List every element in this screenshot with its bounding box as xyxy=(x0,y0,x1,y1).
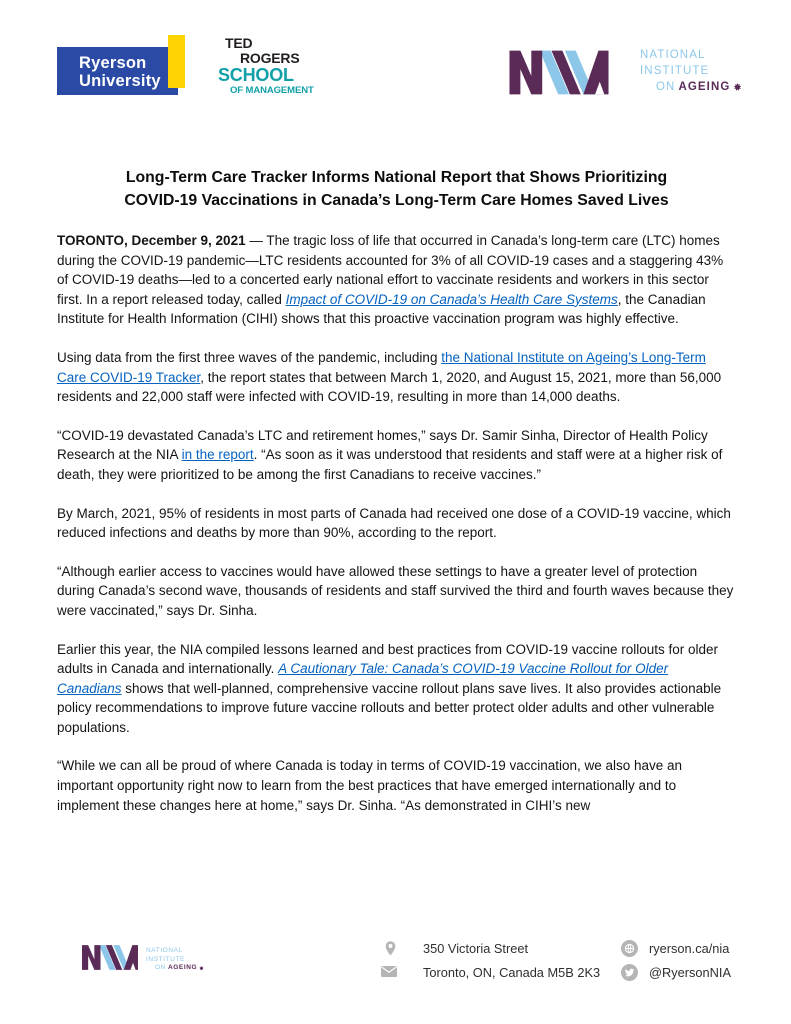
footer-nia-line2: INSTITUTE xyxy=(146,955,185,963)
title-line2: COVID-19 Vaccinations in Canada’s Long-Term Care Homes Saved Lives xyxy=(124,192,669,210)
inline-link[interactable]: in the report xyxy=(181,447,254,463)
text-run: “Although earlier access to vaccines would have allowed these settings to have a greater level of protection during Canada’s second wave, thousands of residents and staff survived the third and fourth waves because they were vaccinated,” says Dr. Sinha. xyxy=(57,563,734,618)
nia-logo-on: ON xyxy=(656,81,676,93)
footer-twitter-handle: @RyersonNIA xyxy=(649,965,731,980)
paragraph xyxy=(57,640,736,738)
location-pin-icon xyxy=(384,940,397,957)
text-run: TORONTO, December 9, 2021 xyxy=(57,233,246,248)
text-run: By March, 2021, 95% of residents in most parts of Canada had received one dose of a COVID-19 vaccine, which reduced infections and deaths by more than 90%, according to the report. xyxy=(57,505,731,541)
twitter-icon xyxy=(621,964,638,981)
maple-leaf-icon xyxy=(733,83,742,92)
paragraph xyxy=(57,426,736,485)
inline-link[interactable]: the National Institute on Ageing’s Long-Term Care COVID-19 Tracker xyxy=(57,349,706,385)
ted-rogers-school-logo xyxy=(218,36,338,96)
paragraph xyxy=(57,231,736,329)
footer-address-line2: Toronto, ON, Canada M5B 2K3 xyxy=(423,965,601,980)
text-run: , the Canadian Institute for Health Information (CIHI) shows that this proactive vaccination program was highly effective. xyxy=(57,291,706,327)
article-body xyxy=(57,231,736,834)
footer-nia-monogram-icon xyxy=(82,944,138,971)
footer-website: ryerson.ca/nia xyxy=(649,941,730,956)
nia-logo-line2: INSTITUTE xyxy=(640,65,710,77)
envelope-icon xyxy=(381,966,397,977)
text-run: shows that well-planned, comprehensive vaccine rollout plans save lives. It also provides actionable policy recommendations to improve future vaccine rollouts and better protect older adults and other vulnerable populations. xyxy=(57,680,722,735)
inline-link[interactable]: Impact of COVID-19 on Canada’s Health Care Systems xyxy=(285,291,618,307)
nia-logo-text xyxy=(640,47,742,95)
footer-address-line1: 350 Victoria Street xyxy=(423,941,529,956)
inline-link[interactable]: A Cautionary Tale: Canada’s COVID-19 Vaccine Rollout for Older Canadians xyxy=(57,661,669,696)
paragraph xyxy=(57,504,736,543)
trsm-logo-line3: SCHOOL xyxy=(218,65,294,85)
footer-nia-on: ON xyxy=(155,964,166,971)
nia-logo-line1: NATIONAL xyxy=(640,49,706,61)
text-run: “While we can all be proud of where Canada is today in terms of COVID-19 vaccination, we also have an important opportunity right now to learn from the best practices that have emerged internationally and to implement these changes here at home,” says Dr. Sinha. “As demonstrated in CIHI’s new xyxy=(57,758,683,813)
footer-nia-logo-text xyxy=(146,947,204,973)
website-globe-icon xyxy=(621,940,638,957)
footer-nia-line3 xyxy=(155,964,204,973)
ryerson-logo-line1: Ryerson xyxy=(79,54,147,72)
trsm-logo-line4: OF MANAGEMENT xyxy=(230,85,314,96)
text-run: , the report states that between March 1, 2020, and August 15, 2021, more than 56,000 residents and 22,000 staff were infected with COVID-19, resulting in more than 14,000 deaths. xyxy=(57,369,722,405)
text-run: . “As soon as it was understood that residents and staff were at a higher risk of death, they were prioritized to be among the first Canadians to receive vaccines.” xyxy=(57,447,723,482)
ryerson-logo-yellow-bar xyxy=(168,35,185,88)
nia-monogram-icon xyxy=(509,49,609,96)
text-run: Using data from the first three waves of the pandemic, including xyxy=(57,349,442,365)
text-run: Earlier this year, the NIA compiled lessons learned and best practices from COVID-19 vaccine rollouts for older adults in Canada and internationally. xyxy=(57,641,719,677)
paragraph xyxy=(57,348,736,407)
trsm-logo-line1: TED xyxy=(225,35,253,51)
paragraph xyxy=(57,756,736,815)
footer-nia-line1: NATIONAL xyxy=(146,947,183,954)
page-title xyxy=(57,166,736,213)
footer-nia-ageing: AGEING xyxy=(167,964,198,971)
ryerson-university-logo xyxy=(57,47,178,95)
nia-logo-line3 xyxy=(656,79,742,95)
text-run: “COVID-19 devastated Canada’s LTC and retirement homes,” says Dr. Samir Sinha, Director of Health Policy Research at the NIA xyxy=(57,427,708,463)
title-line1: Long-Term Care Tracker Informs National Report that Shows Prioritizing xyxy=(125,168,668,186)
nia-logo-ageing: AGEING xyxy=(678,81,731,93)
ryerson-logo-line2: University xyxy=(79,72,161,90)
paragraph xyxy=(57,562,736,621)
maple-leaf-icon xyxy=(199,966,204,971)
trsm-logo-line2: ROGERS xyxy=(240,50,300,66)
text-run: — The tragic loss of life that occurred in Canada’s long-term care (LTC) homes during the COVID-19 pandemic—LTC residents accounted for 3% of all COVID-19 cases and a staggering 43% of COVID-19 deaths—led to a concerted early national effort to vaccinate residents and workers in this sector first. In a report released today, called xyxy=(57,233,724,307)
